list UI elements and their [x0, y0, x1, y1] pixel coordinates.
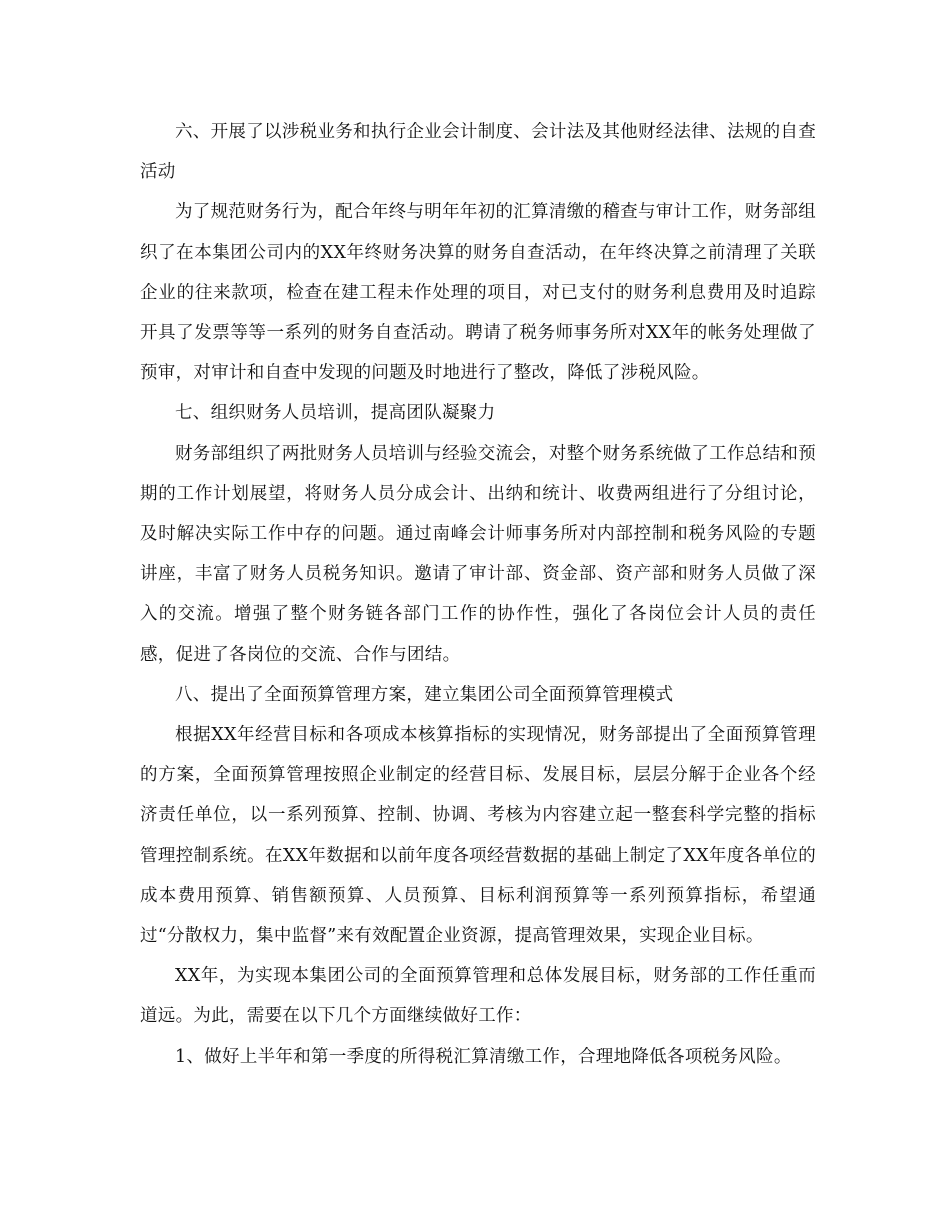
section-heading-6: 六、开展了以涉税业务和执行企业会计制度、会计法及其他财经法律、法规的自查活动	[140, 122, 816, 183]
body-paragraph: 财务部组织了两批财务人员培训与经验交流会，对整个财务系统做了工作总结和预期的工作计划展望，将财务人员分成会计、出纳和统计、收费两组进行了分组讨论，及时解决实际工作中存的问题。通过南峰会计师事务所对内部控制和税务风险的专题讲座，丰富了财务人员税务知识。邀请了审计部、资金部、资产部和财务人员做了深入的交流。增强了整个财务链各部门工作的协作性，强化了各岗位会计人员的责任感，促进了各岗位的交流、合作与团结。	[140, 443, 816, 665]
body-paragraph: XX年，为实现本集团公司的全面预算管理和总体发展目标，财务部的工作任重而道远。为此，需要在以下几个方面继续做好工作：	[140, 966, 816, 1027]
document-body	[140, 112, 816, 1077]
body-paragraph: 根据XX年经营目标和各项成本核算指标的实现情况，财务部提出了全面预算管理的方案，全面预算管理按照企业制定的经营目标、发展目标，层层分解于企业各个经济责任单位，以一系列预算、控制、协调、考核为内容建立起一整套科学完整的指标管理控制系统。在XX年数据和以前年度各项经营数据的基础上制定了XX年度各单位的成本费用预算、销售额预算、人员预算、目标利润预算等一系列预算指标，希望通过“分散权力，集中监督”来有效配置企业资源，提高管理效果，实现企业目标。	[140, 725, 816, 947]
list-item-1: 1、做好上半年和第一季度的所得税汇算清缴工作，合理地降低各项税务风险。	[175, 1046, 792, 1067]
body-paragraph: 为了规范财务行为，配合年终与明年年初的汇算清缴的稽查与审计工作，财务部组织了在本集团公司内的XX年终财务决算的财务自查活动，在年终决算之前清理了关联企业的往来款项，检查在建工程未作处理的项目，对已支付的财务利息费用及时追踪开具了发票等等一系列的财务自查活动。聘请了税务师事务所对XX年的帐务处理做了预审，对审计和自查中发现的问题及时地进行了整改，降低了涉税风险。	[140, 202, 816, 384]
section-heading-7: 七、组织财务人员培训，提高团队凝聚力	[175, 403, 496, 424]
section-heading-8: 八、提出了全面预算管理方案，建立集团公司全面预算管理模式	[175, 684, 674, 705]
